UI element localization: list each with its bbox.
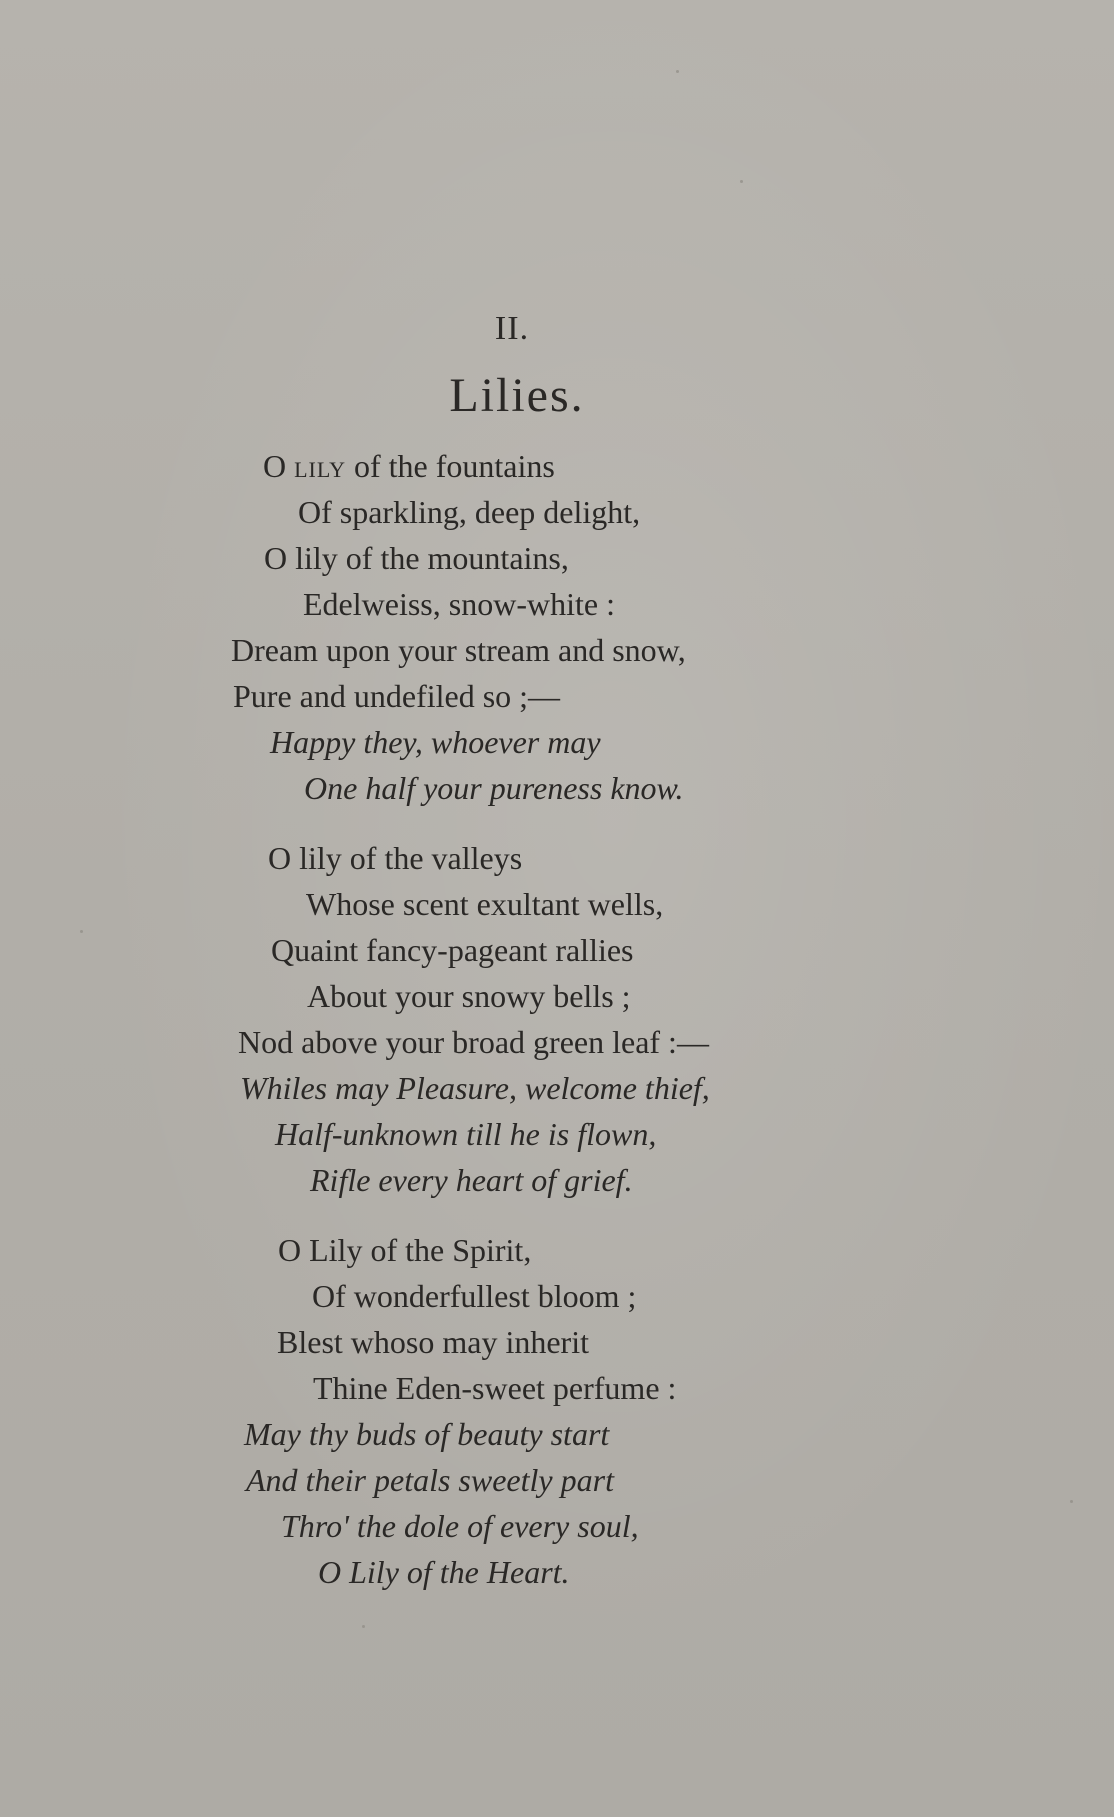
poem-line: O lily of the mountains, xyxy=(264,540,569,576)
poem-line: Quaint fancy-pageant rallies xyxy=(271,932,634,968)
poem-line: Rifle every heart of grief. xyxy=(310,1162,633,1198)
poem-line: Pure and undefiled so ;— xyxy=(233,678,561,714)
opening-smallcaps: lily xyxy=(294,448,346,484)
poem-line: Nod above your broad green leaf :— xyxy=(238,1024,709,1060)
poem-title: Lilies. xyxy=(449,369,585,422)
poem-line: Edelweiss, snow-white : xyxy=(303,586,615,622)
poem-line: Whiles may Pleasure, welcome thief, xyxy=(240,1070,710,1106)
opening-rest: of the fountains xyxy=(346,448,555,484)
opening-word: O xyxy=(263,448,287,484)
poem-line: And their petals sweetly part xyxy=(246,1462,614,1498)
poem-line: Thine Eden-sweet perfume : xyxy=(313,1370,677,1406)
poem-line: Blest whoso may inherit xyxy=(277,1324,589,1360)
poem-line: One half your pureness know. xyxy=(304,770,684,806)
poem-line: Of sparkling, deep delight, xyxy=(298,494,641,530)
poem-line: Happy they, whoever may xyxy=(270,724,601,760)
poem-line: O lily of the valleys xyxy=(268,840,523,876)
poem-line: O Lily of the Spirit, xyxy=(278,1232,532,1268)
poem-line: Dream upon your stream and snow, xyxy=(231,632,686,668)
poem-line: Whose scent exultant wells, xyxy=(306,886,664,922)
poem-line xyxy=(263,450,555,482)
poem-line: O Lily of the Heart. xyxy=(318,1554,570,1590)
poem-line: May thy buds of beauty start xyxy=(244,1416,610,1452)
poem-line: About your snowy bells ; xyxy=(307,978,631,1014)
poem-line: Thro' the dole of every soul, xyxy=(281,1508,639,1544)
section-numeral: II. xyxy=(494,310,530,347)
poem-line: Of wonderfullest bloom ; xyxy=(312,1278,637,1314)
poem-line: Half-unknown till he is flown, xyxy=(275,1116,657,1152)
